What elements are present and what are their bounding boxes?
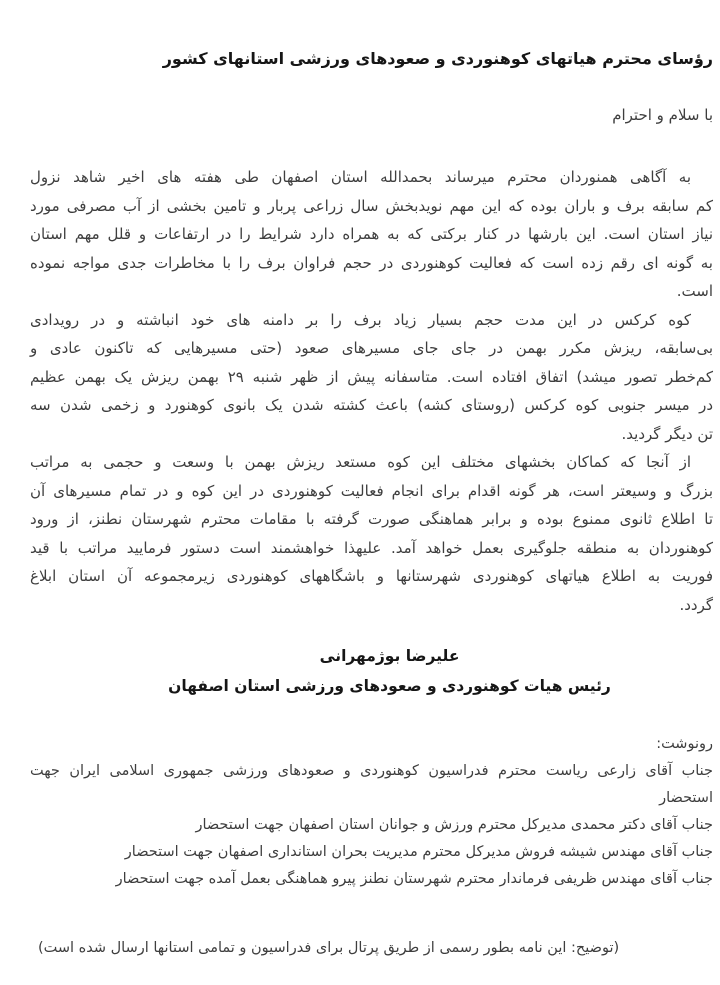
text-line: تا اطلاع ثانوی ممنوع بوده و برابر هماهنگی صورت گرفته با مقامات محترم شهرستان نطنز، از ورود (30, 510, 713, 528)
cc-section (30, 731, 713, 893)
text-line: به آگاهی همنوردان محترم میرساند بحمدالله استان اصفهان طی هفته های اخیر شاهد نزول (30, 168, 691, 186)
signature-block (30, 641, 713, 701)
text-line: جناب آقای دکتر محمدی مدیرکل محترم ورزش و جوانان استان اصفهان جهت استحضار (195, 817, 713, 833)
salutation: با سلام و احترام (612, 106, 713, 124)
text-line: فوریت به اطلاع هیاتهای کوهنوردی شهرستانها و باشگاههای کوهنوردی زیرمجموعه آن استان ابلاغ (30, 567, 713, 585)
paragraph-1 (30, 163, 713, 306)
text-line: نیاز استان است. این بارشها در کنار برکتی که به همراه دارد شرایط را در ارتفاعات و قلل مهم استان (30, 225, 713, 243)
text-line: بی‌سابقه، ریزش مکرر بهمن در جای جای مسیرهای صعود (حتی مسیرهایی که تاکنون عادی و (30, 339, 713, 357)
text-line: تن دیگر گردید. (621, 424, 713, 443)
cc-item (30, 812, 713, 839)
cc-label: رونوشت: (656, 736, 713, 752)
footnote-text: (توضیح: این نامه بطور رسمی از طریق پرتال برای فدراسیون و تمامی استانها ارسال شده است) (38, 940, 620, 956)
text-line: کوه کرکس در این مدت حجم بسیار زیاد برف را بر دامنه های خود انباشته و در رویدادی (30, 310, 691, 329)
cc-item (30, 866, 713, 893)
signature-title: رئیس هیات کوهنوردی و صعودهای ورزشی استان اصفهان (168, 677, 611, 695)
text-line: جناب آقای زارعی ریاست محترم فدراسیون کوهنوردی و صعودهای ورزشی جمهوری اسلامی ایران جهت (30, 763, 713, 779)
paragraph-2 (30, 306, 713, 449)
text-line: بزرگ و وسیعتر است، هر گونه اقدام برای انجام فعالیت کوهنوردی در این کوه و در تمام مسیرهای آن (30, 481, 713, 500)
text-line: گردد. (679, 595, 713, 614)
text-line: به گونه ای رقم زده است که فعالیت کوهنوردی در حجم فراوان برف را با مخاطرات جدی مواجه نموده (30, 253, 713, 272)
text-line: کم‌خطر تصور میشد) اتفاق افتاده است. متاسفانه پیش از ظهر شنبه ۲۹ بهمن ریزش یک بهمن عظیم (30, 367, 713, 386)
text-line: جناب آقای مهندس ظریفی فرماندار محترم شهرستان نطنز پیرو هماهنگی بعمل آمده جهت استحضار (115, 871, 713, 887)
text-line: کوهنوردان به منطقه جلوگیری بعمل خواهد آمد. علیهذا خواهشمند است دستور فرمایید مراتب با قید (30, 538, 713, 557)
recipient-heading: رؤسای محترم هیاتهای کوهنوردی و صعودهای ورزشی استانهای کشور (162, 49, 713, 68)
text-line: استحضار (659, 790, 713, 806)
text-line: است. (676, 282, 713, 300)
cc-item (30, 839, 713, 866)
signature-name: علیرضا بوژمهرانی (319, 647, 460, 665)
text-line: جناب آقای مهندس شیشه فروش مدیرکل محترم مدیریت بحران استانداری اصفهان جهت استحضار (124, 844, 713, 860)
paragraph-3 (30, 448, 713, 619)
cc-item (30, 758, 713, 812)
letter-body (30, 163, 713, 619)
footnote (30, 935, 713, 962)
text-line: در میسر جنوبی کوه کرکس (روستای کشه) باعث کشته شدن یک بانوی کوهنورد و زخمی شدن سه (30, 396, 713, 414)
text-line: از آنجا که کماکان بخشهای مختلف این کوه مستعد ریزش بهمن با وسعت و حجمی به مراتب (30, 453, 691, 471)
text-line: کم سابقه برف و باران بوده که این مهم نویدبخش سال زراعی پربار و تامین بخشی از آب مصرفی مورد (30, 196, 713, 215)
